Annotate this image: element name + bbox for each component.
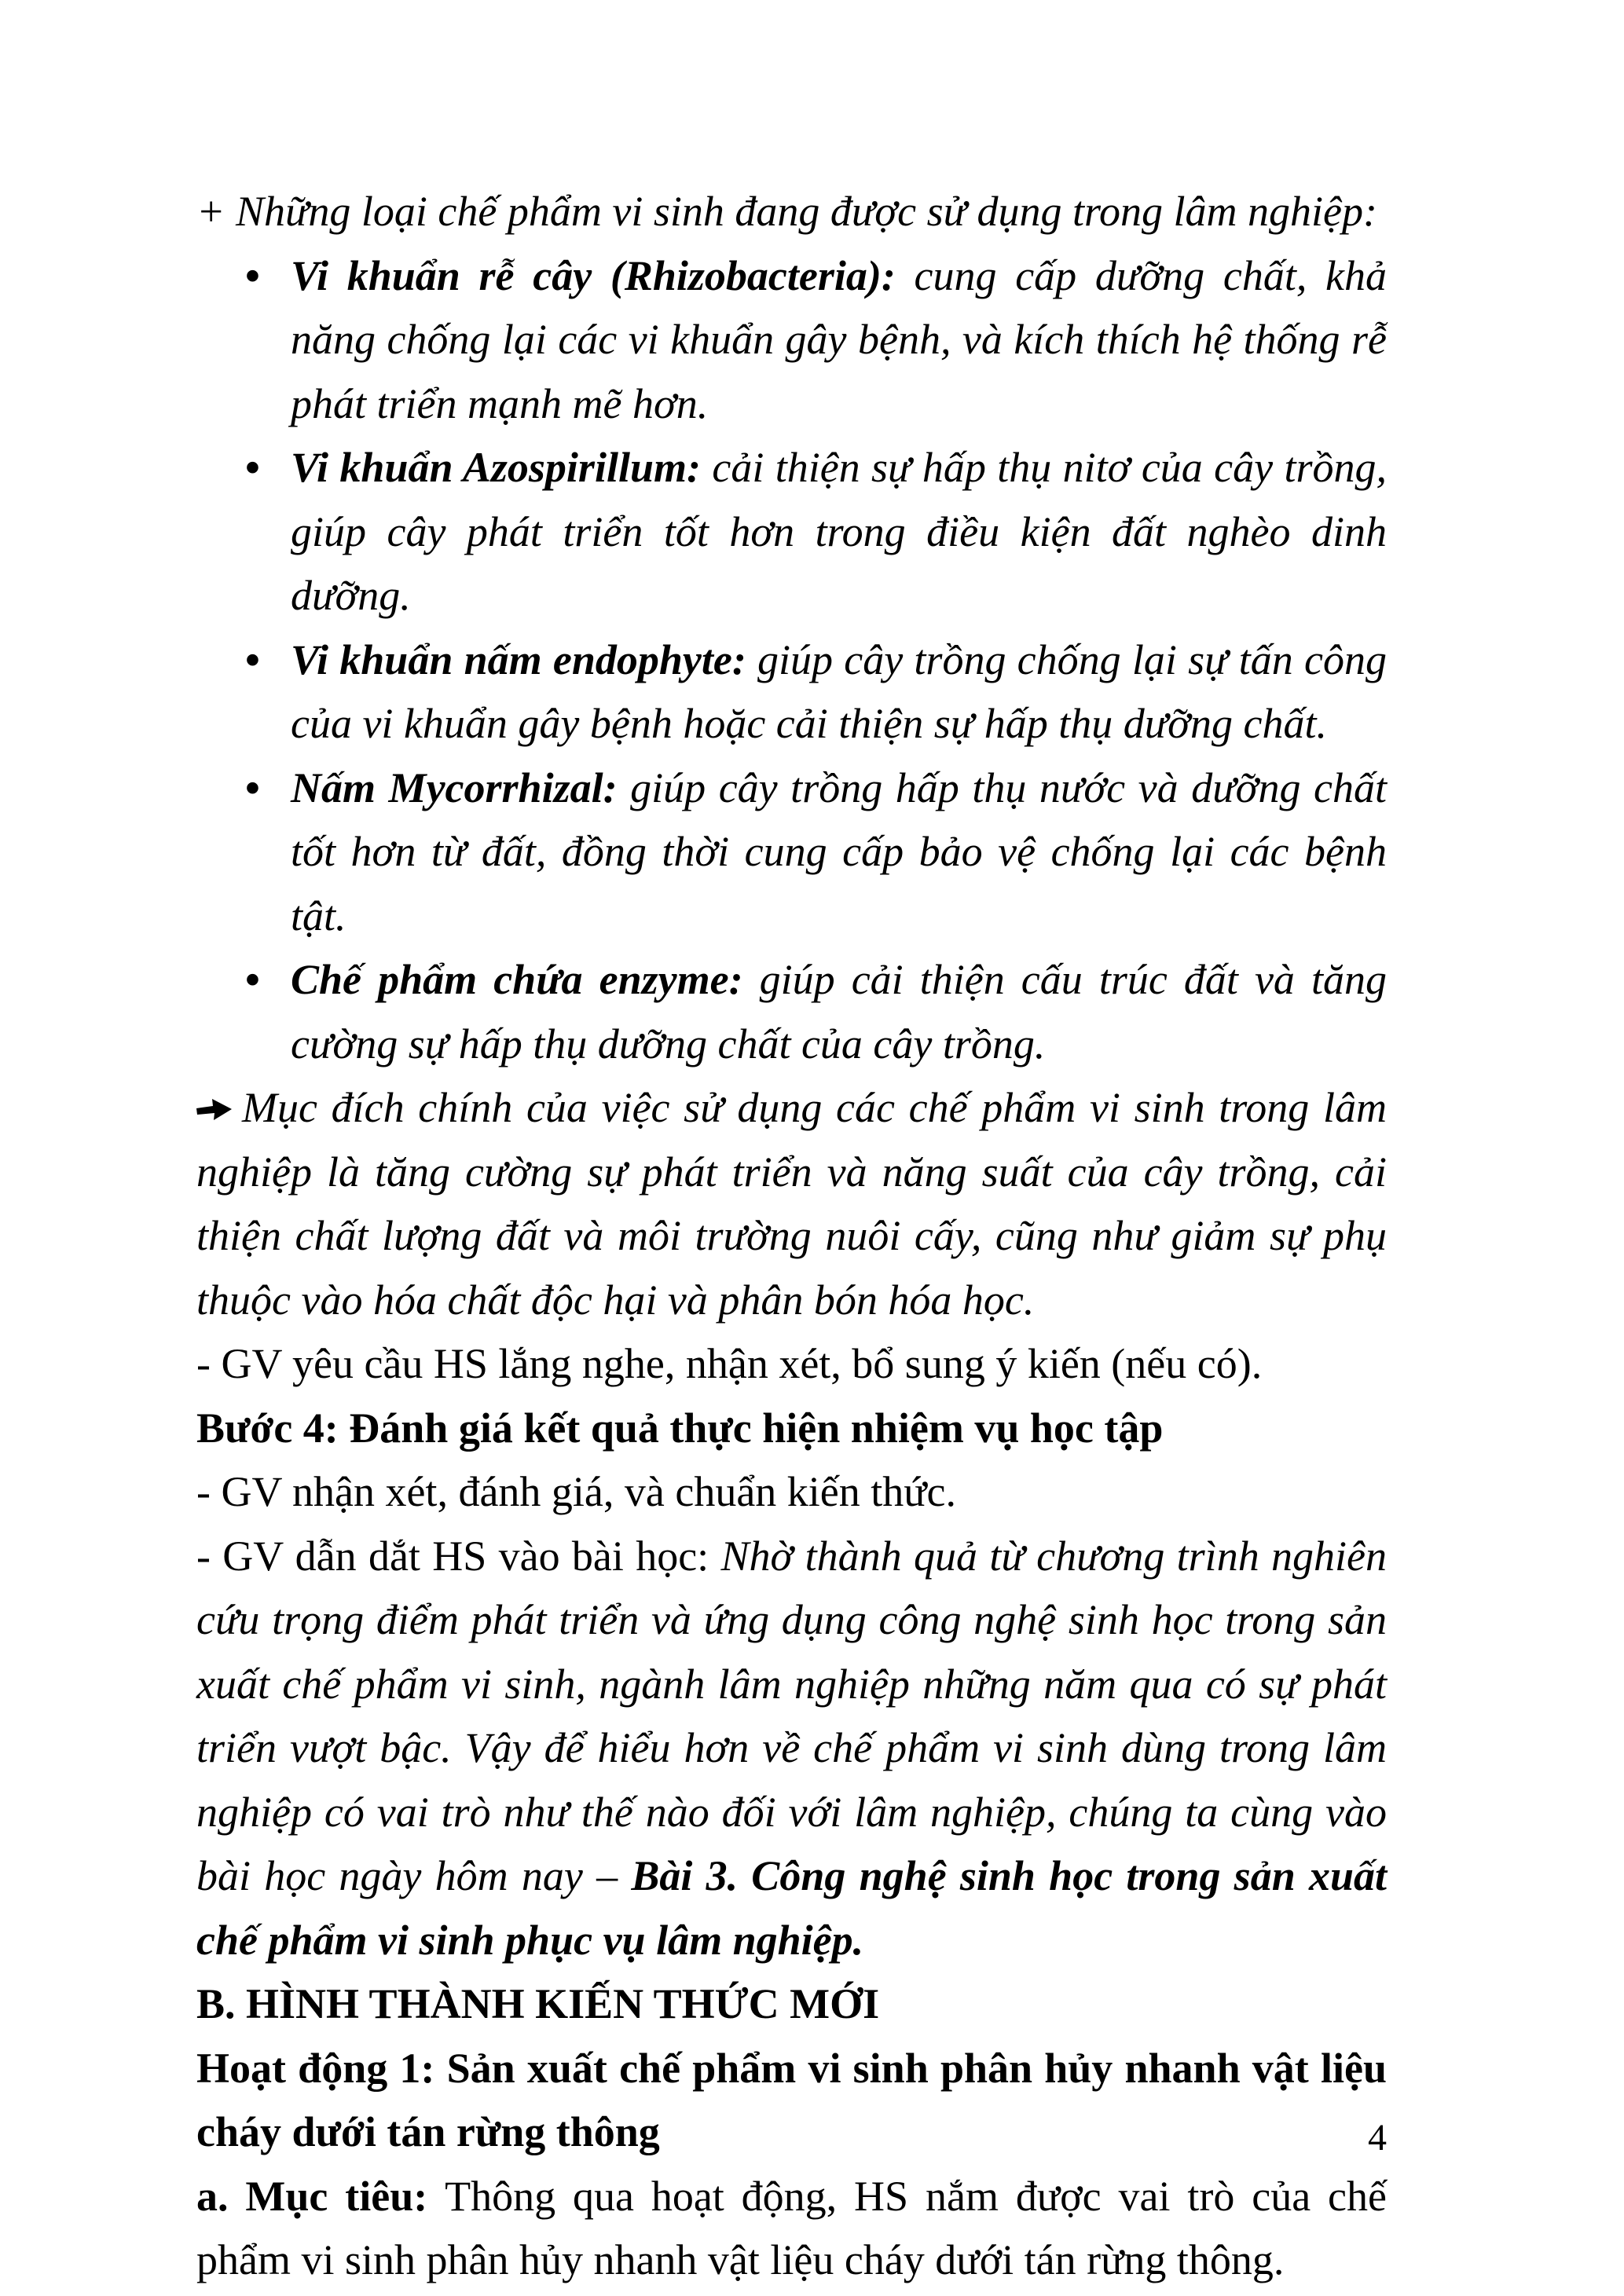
- bullet-icon: •: [245, 635, 260, 683]
- list-item: [196, 436, 1387, 628]
- lesson-title: Bài 3. Công nghệ sinh học trong sản xuất chế phẩm vi sinh phục vụ lâm nghiệp.: [196, 1852, 1387, 1964]
- bullet-body: cải thiện sự hấp thụ nitơ của cây trồng, giúp cây phát triển tốt hơn trong điều kiện đất nghèo dinh dưỡng.: [291, 444, 1387, 619]
- purpose-text: Mục đích chính của việc sử dụng các chế phẩm vi sinh trong lâm nghiệp là tăng cường sự phát triển và năng suất của cây trồng, cải thiện chất lượng đất và môi trường nuôi cấy, cũng như giảm sự phụ thuộc vào hóa chất độc hại và phân bón hóa học.: [196, 1084, 1387, 1324]
- paragraph-intro: + Những loại chế phẩm vi sinh đang được sử dụng trong lâm nghiệp:: [196, 188, 1378, 235]
- gv-lead-speech: Nhờ thành quả từ chương trình nghiên cứu trọng điểm phát triển và ứng dụng công nghệ sinh học trong sản xuất chế phẩm vi sinh, ngành lâm nghiệp những năm qua có sự phát triển vượt bậc. Vậy để hiểu hơn về chế phẩm vi sinh dùng trong lâm nghiệp có vai trò như thế nào đối với lâm nghiệp, chúng ta cùng vào bài học ngày hôm nay –: [196, 1532, 1387, 1899]
- step4-heading: Bước 4: Đánh giá kết quả thực hiện nhiệm vụ học tập: [196, 1404, 1164, 1452]
- paragraph-gv-review: - GV nhận xét, đánh giá, và chuẩn kiến thức.: [196, 1468, 956, 1515]
- document-body: [196, 180, 1387, 2293]
- bullet-icon: •: [245, 764, 260, 811]
- gv-lead-intro: - GV dẫn dắt HS vào bài học:: [196, 1532, 721, 1580]
- bullet-body: cung cấp dưỡng chất, khả năng chống lại các vi khuẩn gây bệnh, và kích thích hệ thống rễ phát triển mạnh mẽ hơn.: [291, 251, 1387, 427]
- objective-text: Thông qua hoạt động, HS nắm được vai trò của chế phẩm vi sinh phân hủy nhanh vật liệu cháy dưới tán rừng thông.: [196, 2172, 1387, 2283]
- bullet-lead: Vi khuẩn nấm endophyte:: [291, 635, 746, 683]
- list-item: [196, 244, 1387, 437]
- bullet-body: giúp cây trồng hấp thụ nước và dưỡng chất tốt hơn từ đất, đồng thời cung cấp bảo vệ chống lại các bệnh tật.: [291, 764, 1387, 939]
- bullet-icon: •: [245, 444, 260, 491]
- bullet-body: giúp cải thiện cấu trúc đất và tăng cường sự hấp thụ dưỡng chất của cây trồng.: [291, 956, 1388, 1067]
- bullet-lead: Vi khuẩn rễ cây (Rhizobacteria):: [291, 251, 896, 299]
- list-item: [196, 948, 1387, 1076]
- bullet-icon: •: [245, 251, 260, 299]
- bullet-icon: •: [245, 956, 260, 1003]
- objective-paragraph: [196, 2165, 1387, 2293]
- bullet-lead: Chế phẩm chứa enzyme:: [291, 956, 743, 1003]
- paragraph-gv-listen: - GV yêu cầu HS lắng nghe, nhận xét, bổ sung ý kiến (nếu có).: [196, 1340, 1263, 1387]
- page-number: 4: [1368, 2117, 1387, 2159]
- list-item: [196, 628, 1387, 756]
- objective-label: a. Mục tiêu:: [196, 2172, 445, 2220]
- paragraph-gv-lead: [196, 1525, 1387, 1973]
- bullet-body: giúp cây trồng chống lại sự tấn công của vi khuẩn gây bệnh hoặc cải thiện sự hấp thụ dưỡng chất.: [291, 635, 1387, 747]
- paragraph-purpose: [196, 1076, 1387, 1332]
- arrow-right-icon: [196, 1077, 233, 1102]
- list-item: [196, 756, 1387, 949]
- bullet-lead: Nấm Mycorrhizal:: [291, 764, 618, 811]
- section-b-heading: B. HÌNH THÀNH KIẾN THỨC MỚI: [196, 1980, 880, 2027]
- bullet-list: [196, 244, 1387, 1077]
- activity1-heading: Hoạt động 1: Sản xuất chế phẩm vi sinh phân hủy nhanh vật liệu cháy dưới tán rừng thông: [196, 2044, 1387, 2155]
- bullet-lead: Vi khuẩn Azospirillum:: [291, 444, 701, 491]
